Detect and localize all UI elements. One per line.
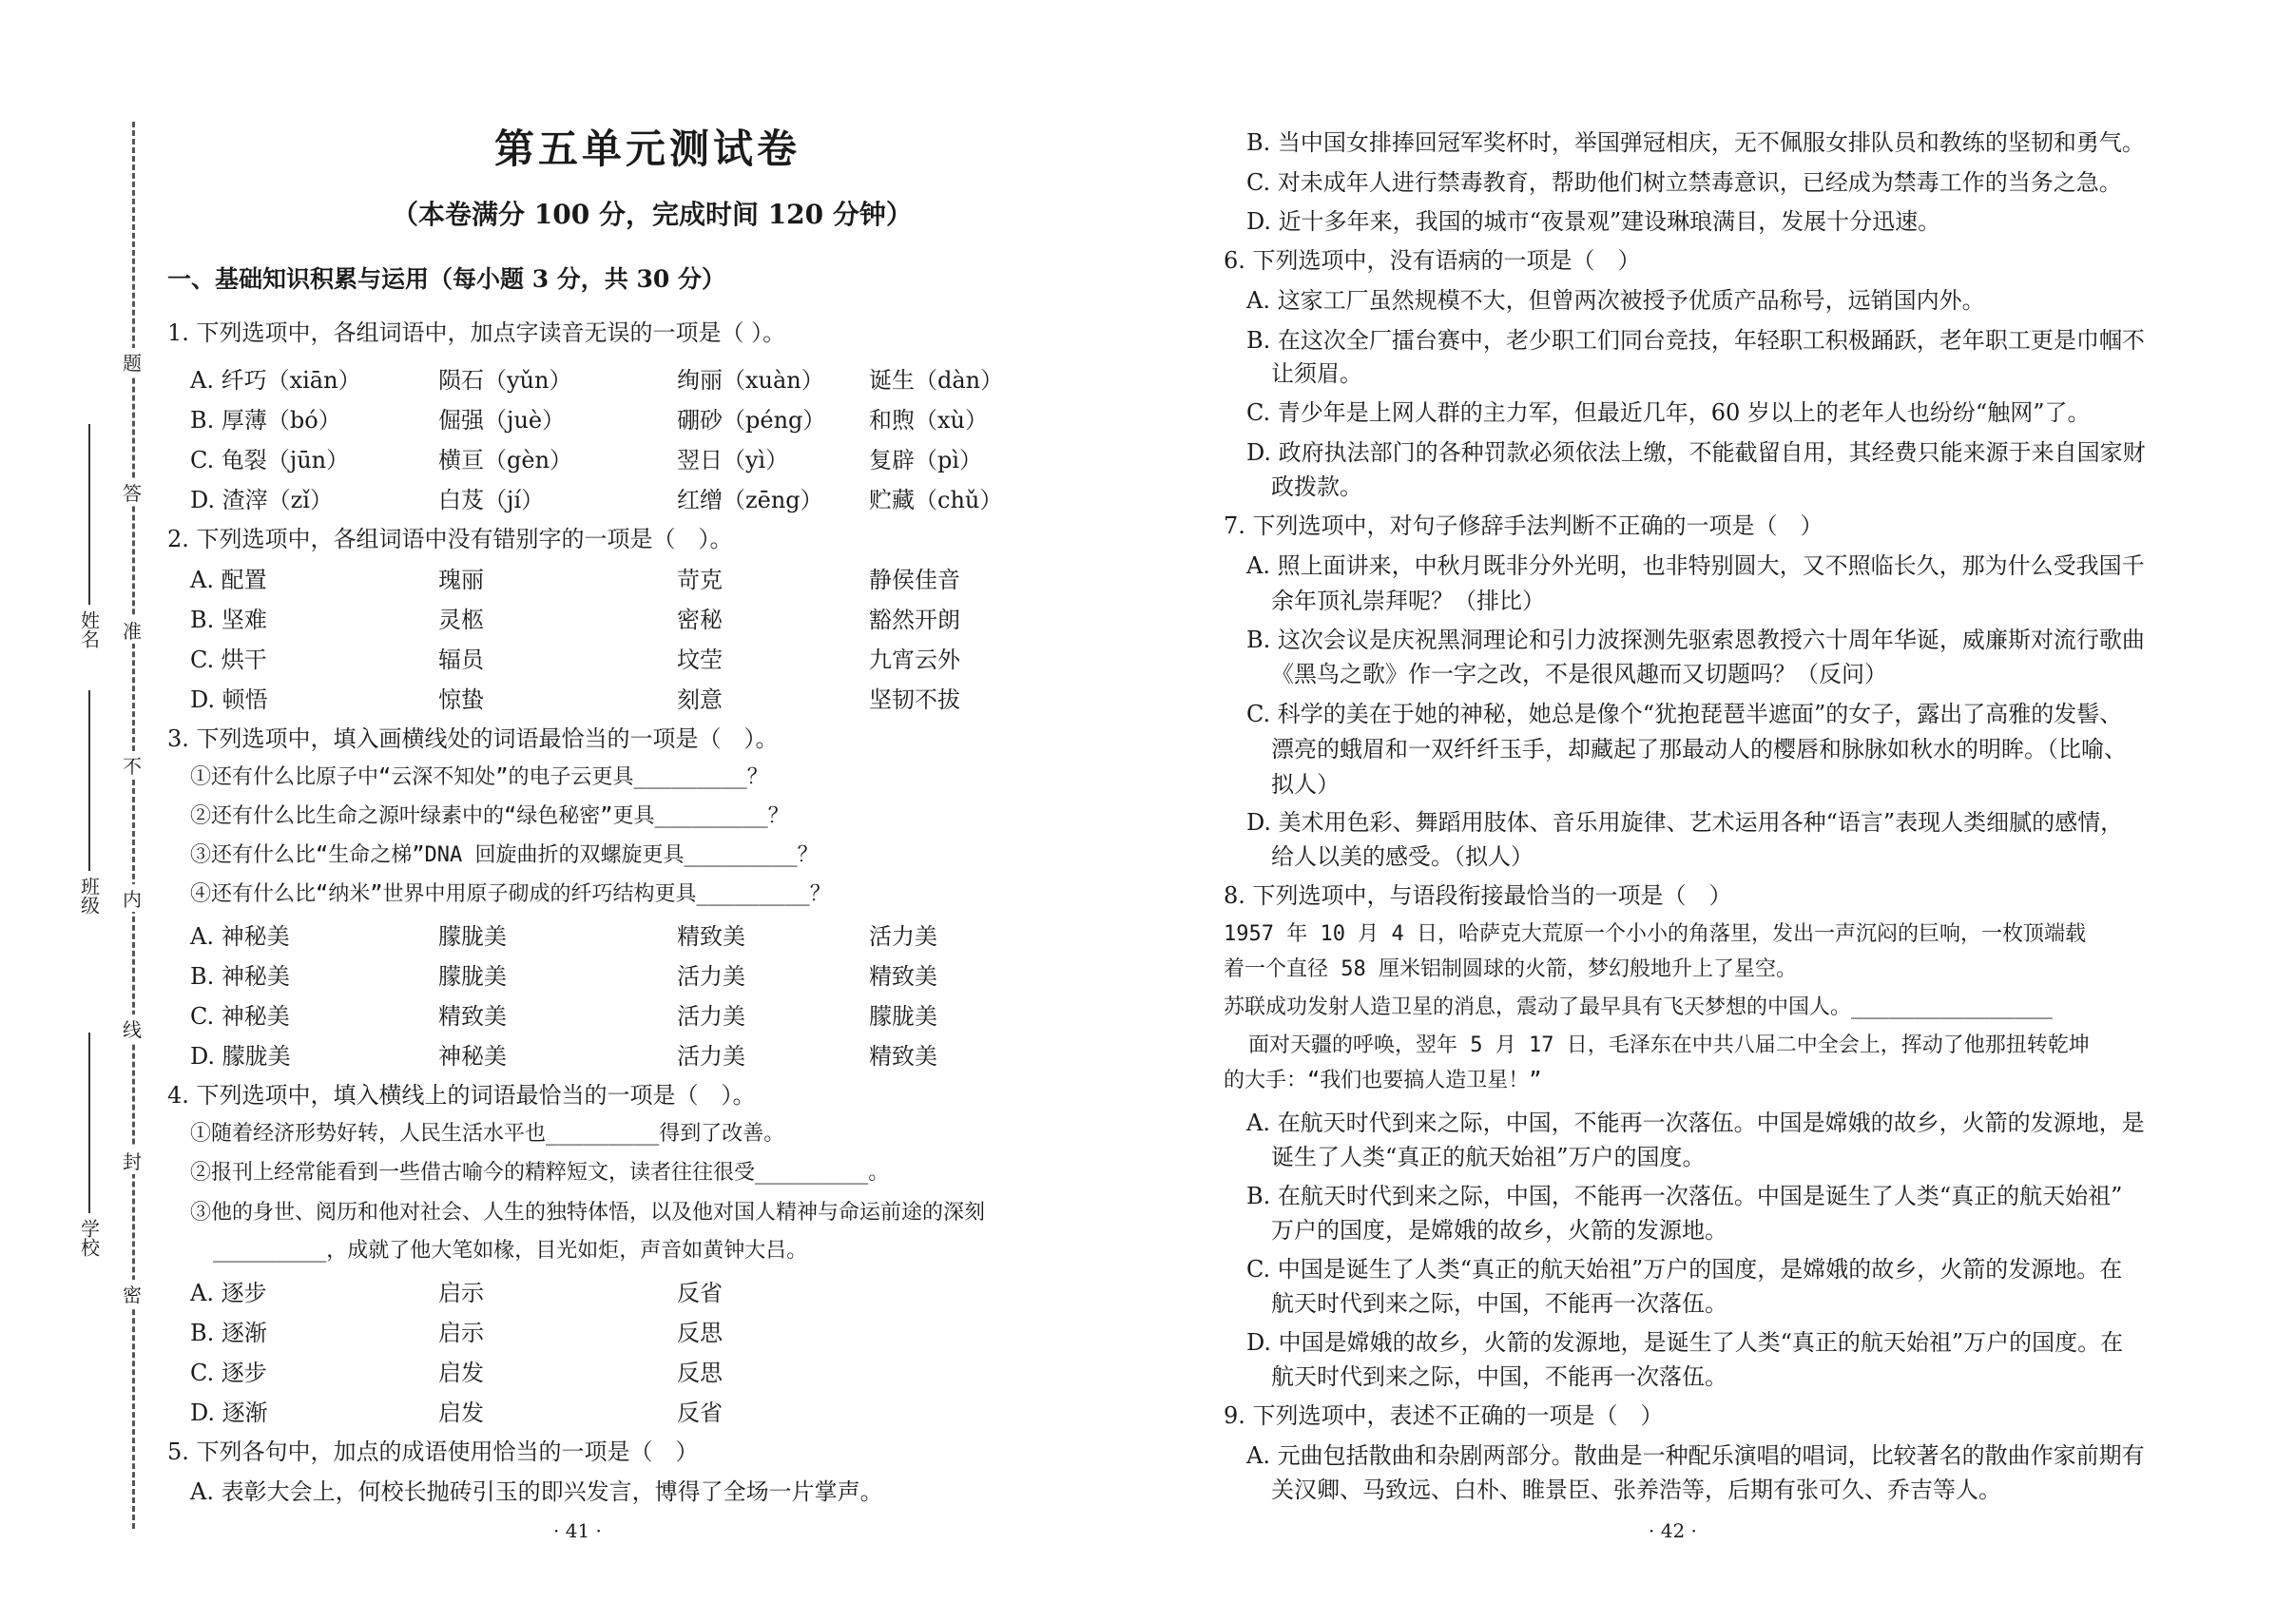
q8-option-d[interactable]: D. 中国是嫦娥的故乡，火箭的发源地，是诞生了人类“真正的航天始祖”万户的国度。在 xyxy=(1246,1329,2124,1356)
question-6-stem: 6. 下列选项中，没有语病的一项是（ ） xyxy=(1224,247,1641,274)
question-2-stem: 2. 下列选项中，各组词语中没有错别字的一项是（ ）。 xyxy=(167,526,733,552)
q8-option-c-cont: 航天时代到来之际，中国，不能再一次落伍。 xyxy=(1271,1290,1727,1317)
q6-option-c[interactable]: C. 青少年是上网人群的主力军，但最近几年，60 岁以上的老年人也纷纷“触网”了。 xyxy=(1246,399,2091,426)
cell: 瑰丽 xyxy=(438,567,484,593)
cell: 红缯（zēng） xyxy=(677,487,823,513)
name-label: 姓名 xyxy=(77,610,101,648)
cell: 精致美 xyxy=(869,1043,937,1070)
q7-option-d[interactable]: D. 美术用色彩、舞蹈用肢体、音乐用旋律、艺术运用各种“语言”表现人类细腻的感情， xyxy=(1246,809,2124,836)
q8-option-d-cont: 航天时代到来之际，中国，不能再一次落伍。 xyxy=(1271,1363,1727,1390)
q8-passage-line: 苏联成功发射人造卫星的消息，震动了最早具有飞天梦想的中国人。________________ xyxy=(1224,995,2053,1019)
cell: 灵柩 xyxy=(438,607,484,633)
q4-sentence: _________，成就了他大笔如椽，目光如炬，声音如黄钟大吕。 xyxy=(213,1239,808,1263)
cell: B. 神秘美 xyxy=(190,963,290,990)
q6-option-a[interactable]: A. 这家工厂虽然规模不大，但曾两次被授予优质产品称号，远销国内外。 xyxy=(1246,287,1985,314)
cell: 密秘 xyxy=(677,607,723,633)
cell: A. 配置 xyxy=(190,567,267,593)
cell: 硼砂（péng） xyxy=(677,407,826,434)
seal-char: 封 xyxy=(116,1147,148,1174)
q8-option-c[interactable]: C. 中国是诞生了人类“真正的航天始祖”万户的国度，是嫦娥的故乡，火箭的发源地。在 xyxy=(1246,1256,2123,1283)
seal-char: 题 xyxy=(116,348,148,376)
q5-option-b[interactable]: B. 当中国女排捧回冠军奖杯时，举国弹冠相庆，无不佩服女排队员和教练的坚韧和勇气。 xyxy=(1246,129,2145,156)
cell: 九宵云外 xyxy=(869,647,960,673)
cell: 启示 xyxy=(438,1280,484,1306)
seal-char: 内 xyxy=(116,884,148,912)
cell: 辐员 xyxy=(438,647,484,673)
q7-option-b-cont: 《黑鸟之歌》作一字之改，不是很风趣而又切题吗？（反问） xyxy=(1271,661,1887,687)
q8-option-b-cont: 万户的国度，是嫦娥的故乡，火箭的发源地。 xyxy=(1271,1217,1727,1244)
q5-option-c[interactable]: C. 对未成年人进行禁毒教育，帮助他们树立禁毒意识，已经成为禁毒工作的当务之急。 xyxy=(1246,169,2122,196)
cell: 朦胧美 xyxy=(869,1003,937,1030)
cell: 惊蛰 xyxy=(438,686,484,713)
q5-option-d[interactable]: D. 近十多年来，我国的城市“夜景观”建设琳琅满目，发展十分迅速。 xyxy=(1246,208,1941,235)
cell: 活力美 xyxy=(677,1003,745,1030)
q7-option-c[interactable]: C. 科学的美在于她的神秘，她总是像个“犹抱琵琶半遮面”的女子，露出了高雅的发髻、 xyxy=(1246,701,2123,727)
cell: 朦胧美 xyxy=(438,923,507,950)
q6-option-d[interactable]: D. 政府执法部门的各种罚款必须依法上缴，不能截留自用，其经费只能来源于来自国家财 xyxy=(1246,439,2146,466)
q4-sentence: ①随着经济形势好转，人民生活水平也_________得到了改善。 xyxy=(190,1122,785,1146)
cell: B. 逐渐 xyxy=(190,1320,267,1346)
q4-sentence: ③他的身世、阅历和他对社会、人生的独特体悟，以及他对国人精神与命运前途的深刻 xyxy=(190,1201,986,1225)
q3-sentence: ④还有什么比“纳米”世界中用原子砌成的纤巧结构更具_________？ xyxy=(190,882,831,906)
q7-option-a-cont: 余年顶礼崇拜呢？（排比） xyxy=(1271,588,1545,614)
q8-option-a[interactable]: A. 在航天时代到来之际，中国，不能再一次落伍。中国是嫦娥的故乡，火箭的发源地，是 xyxy=(1246,1110,2145,1136)
cell: 活力美 xyxy=(677,963,745,990)
cell: C. 龟裂（jūn） xyxy=(190,447,350,473)
q8-passage-line: 着一个直径 58 厘米铝制圆球的火箭，梦幻般地升上了星空。 xyxy=(1224,957,1797,981)
cell: B. 坚难 xyxy=(190,607,267,633)
right-page xyxy=(1148,0,2296,1622)
cell: 复辟（pì） xyxy=(869,447,983,473)
q3-sentence: ③还有什么比“生命之梯”DNA 回旋曲折的双螺旋更具_________？ xyxy=(190,843,819,867)
cell: 绚丽（xuàn） xyxy=(677,367,824,394)
cell: B. 厚薄（bó） xyxy=(190,407,341,434)
cell: 朦胧美 xyxy=(438,963,507,990)
q6-option-b[interactable]: B. 在这次全厂擂台赛中，老少职工们同台竞技，年轻职工积极踊跃，老年职工更是巾帼不 xyxy=(1246,327,2145,354)
cell: 反思 xyxy=(677,1320,723,1346)
cell: 豁然开朗 xyxy=(869,607,960,633)
question-5-stem: 5. 下列各句中，加点的成语使用恰当的一项是（ ） xyxy=(167,1439,699,1465)
q6-option-b-cont: 让须眉。 xyxy=(1271,360,1362,387)
cell: A. 神秘美 xyxy=(190,923,290,950)
question-3-stem: 3. 下列选项中，填入画横线处的词语最恰当的一项是（ ）。 xyxy=(167,725,779,752)
page-title: 第五单元测试卷 xyxy=(494,126,801,172)
seal-char: 线 xyxy=(116,1014,148,1042)
q4-sentence: ②报刊上经常能看到一些借古喻今的精粹短文，读者往往很受_________。 xyxy=(190,1161,890,1185)
cell: 贮藏（chǔ） xyxy=(869,487,1003,513)
seal-char: 答 xyxy=(116,478,148,506)
cell: 反省 xyxy=(677,1400,723,1426)
q7-option-a[interactable]: A. 照上面讲来，中秋月既非分外光明，也非特别圆大，又不照临长久，那为什么受我国千 xyxy=(1246,552,2145,579)
q7-option-c-cont: 漂亮的蛾眉和一双纤纤玉手，却藏起了那最动人的樱唇和脉脉如秋水的明眸。（比喻、 xyxy=(1271,736,2127,763)
cell: 活力美 xyxy=(677,1043,745,1070)
school-field[interactable] xyxy=(72,1033,106,1262)
cell: A. 逐步 xyxy=(190,1280,267,1306)
q7-option-c-cont: 拟人） xyxy=(1271,771,1340,798)
cell: 神秘美 xyxy=(438,1043,507,1070)
cell: 苛克 xyxy=(677,567,723,593)
q9-option-a-cont: 关汉卿、马致远、白朴、睢景臣、张养浩等，后期有张可久、乔吉等人。 xyxy=(1271,1477,2001,1503)
cell: C. 烘干 xyxy=(190,647,267,673)
cell: 静侯佳音 xyxy=(869,567,960,593)
cell: 反思 xyxy=(677,1360,723,1386)
q7-option-d-cont: 给人以美的感受。（拟人） xyxy=(1271,843,1534,870)
binding-dashed-line xyxy=(132,122,135,1529)
question-4-stem: 4. 下列选项中，填入横线上的词语最恰当的一项是（ ）。 xyxy=(167,1082,756,1109)
seal-char: 不 xyxy=(116,751,148,779)
cell: D. 逐渐 xyxy=(190,1400,268,1426)
cell: 活力美 xyxy=(869,923,937,950)
cell: 陨石（yǔn） xyxy=(438,367,572,394)
cell: 翌日（yì） xyxy=(677,447,789,473)
page-number: · 41 · xyxy=(553,1519,602,1542)
page-number: · 42 · xyxy=(1649,1519,1697,1542)
q8-passage-line: 的大手：“我们也要搞人造卫星！” xyxy=(1224,1069,1542,1092)
q6-option-d-cont: 政拨款。 xyxy=(1271,473,1362,500)
q3-sentence: ①还有什么比原子中“云深不知处”的电子云更具_________？ xyxy=(190,765,768,789)
q8-passage-line: 面对天疆的呼唤，翌年 5 月 17 日，毛泽东在中共八届二中全会上，挥动了他那扭转乾坤 xyxy=(1248,1033,2090,1057)
cell: 和煦（xù） xyxy=(869,407,988,434)
cell: 精致美 xyxy=(677,923,745,950)
q9-option-a[interactable]: A. 元曲包括散曲和杂剧两部分。散曲是一种配乐演唱的唱词，比较著名的散曲作家前期有 xyxy=(1246,1442,2145,1469)
question-7-stem: 7. 下列选项中，对句子修辞手法判断不正确的一项是（ ） xyxy=(1224,512,1823,539)
cell: 倔强（juè） xyxy=(438,407,566,434)
q8-option-a-cont: 诞生了人类“真正的航天始祖”万户的国度。 xyxy=(1271,1144,1706,1170)
seal-char: 准 xyxy=(116,616,148,644)
cell: D. 渣滓（zǐ） xyxy=(190,487,333,513)
cell: D. 朦胧美 xyxy=(190,1043,291,1070)
class-label: 班级 xyxy=(77,877,101,915)
cell: A. 纤巧（xiān） xyxy=(190,367,361,394)
cell: 刻意 xyxy=(677,686,723,713)
q3-sentence: ②还有什么比生命之源叶绿素中的“绿色秘密”更具_________？ xyxy=(190,804,789,828)
seal-char: 密 xyxy=(116,1280,148,1307)
cell: 坟茔 xyxy=(677,647,723,673)
cell: 精致美 xyxy=(438,1003,507,1030)
q8-passage-line: 1957 年 10 月 4 日，哈萨克大荒原一个小小的角落里，发出一声沉闷的巨响，一枚顶端载 xyxy=(1224,922,2086,946)
class-field[interactable] xyxy=(72,690,106,919)
question-8-stem: 8. 下列选项中，与语段衔接最恰当的一项是（ ） xyxy=(1224,882,1732,909)
question-1-stem: 1. 下列选项中，各组词语中，加点字读音无误的一项是（ ）。 xyxy=(167,319,786,346)
cell: 启示 xyxy=(438,1320,484,1346)
school-label: 学校 xyxy=(77,1219,101,1257)
cell: 反省 xyxy=(677,1280,723,1306)
page-subtitle: （本卷满分 100 分，完成时间 120 分钟） xyxy=(392,199,913,230)
q7-option-b[interactable]: B. 这次会议是庆祝黑洞理论和引力波探测先驱索恩教授六十周年华诞，威廉斯对流行歌曲 xyxy=(1246,627,2145,653)
cell: 坚韧不拔 xyxy=(869,686,960,713)
cell: 白芨（jí） xyxy=(438,487,545,513)
question-9-stem: 9. 下列选项中，表述不正确的一项是（ ） xyxy=(1224,1402,1664,1429)
cell: 横亘（gèn） xyxy=(438,447,573,473)
cell: 启发 xyxy=(438,1400,484,1426)
cell: 诞生（dàn） xyxy=(869,367,1004,394)
section-heading: 一、基础知识积累与运用（每小题 3 分，共 30 分） xyxy=(167,265,726,293)
cell: C. 神秘美 xyxy=(190,1003,290,1030)
cell: 启发 xyxy=(438,1360,484,1386)
cell: 精致美 xyxy=(869,963,937,990)
q5-option-a[interactable]: A. 表彰大会上，何校长抛砖引玉的即兴发言，博得了全场一片掌声。 xyxy=(190,1478,883,1505)
q8-option-b[interactable]: B. 在航天时代到来之际，中国，不能再一次落伍。中国是诞生了人类“真正的航天始祖” xyxy=(1246,1183,2123,1209)
cell: C. 逐步 xyxy=(190,1360,267,1386)
name-field[interactable] xyxy=(72,424,106,653)
cell: D. 顿悟 xyxy=(190,686,268,713)
